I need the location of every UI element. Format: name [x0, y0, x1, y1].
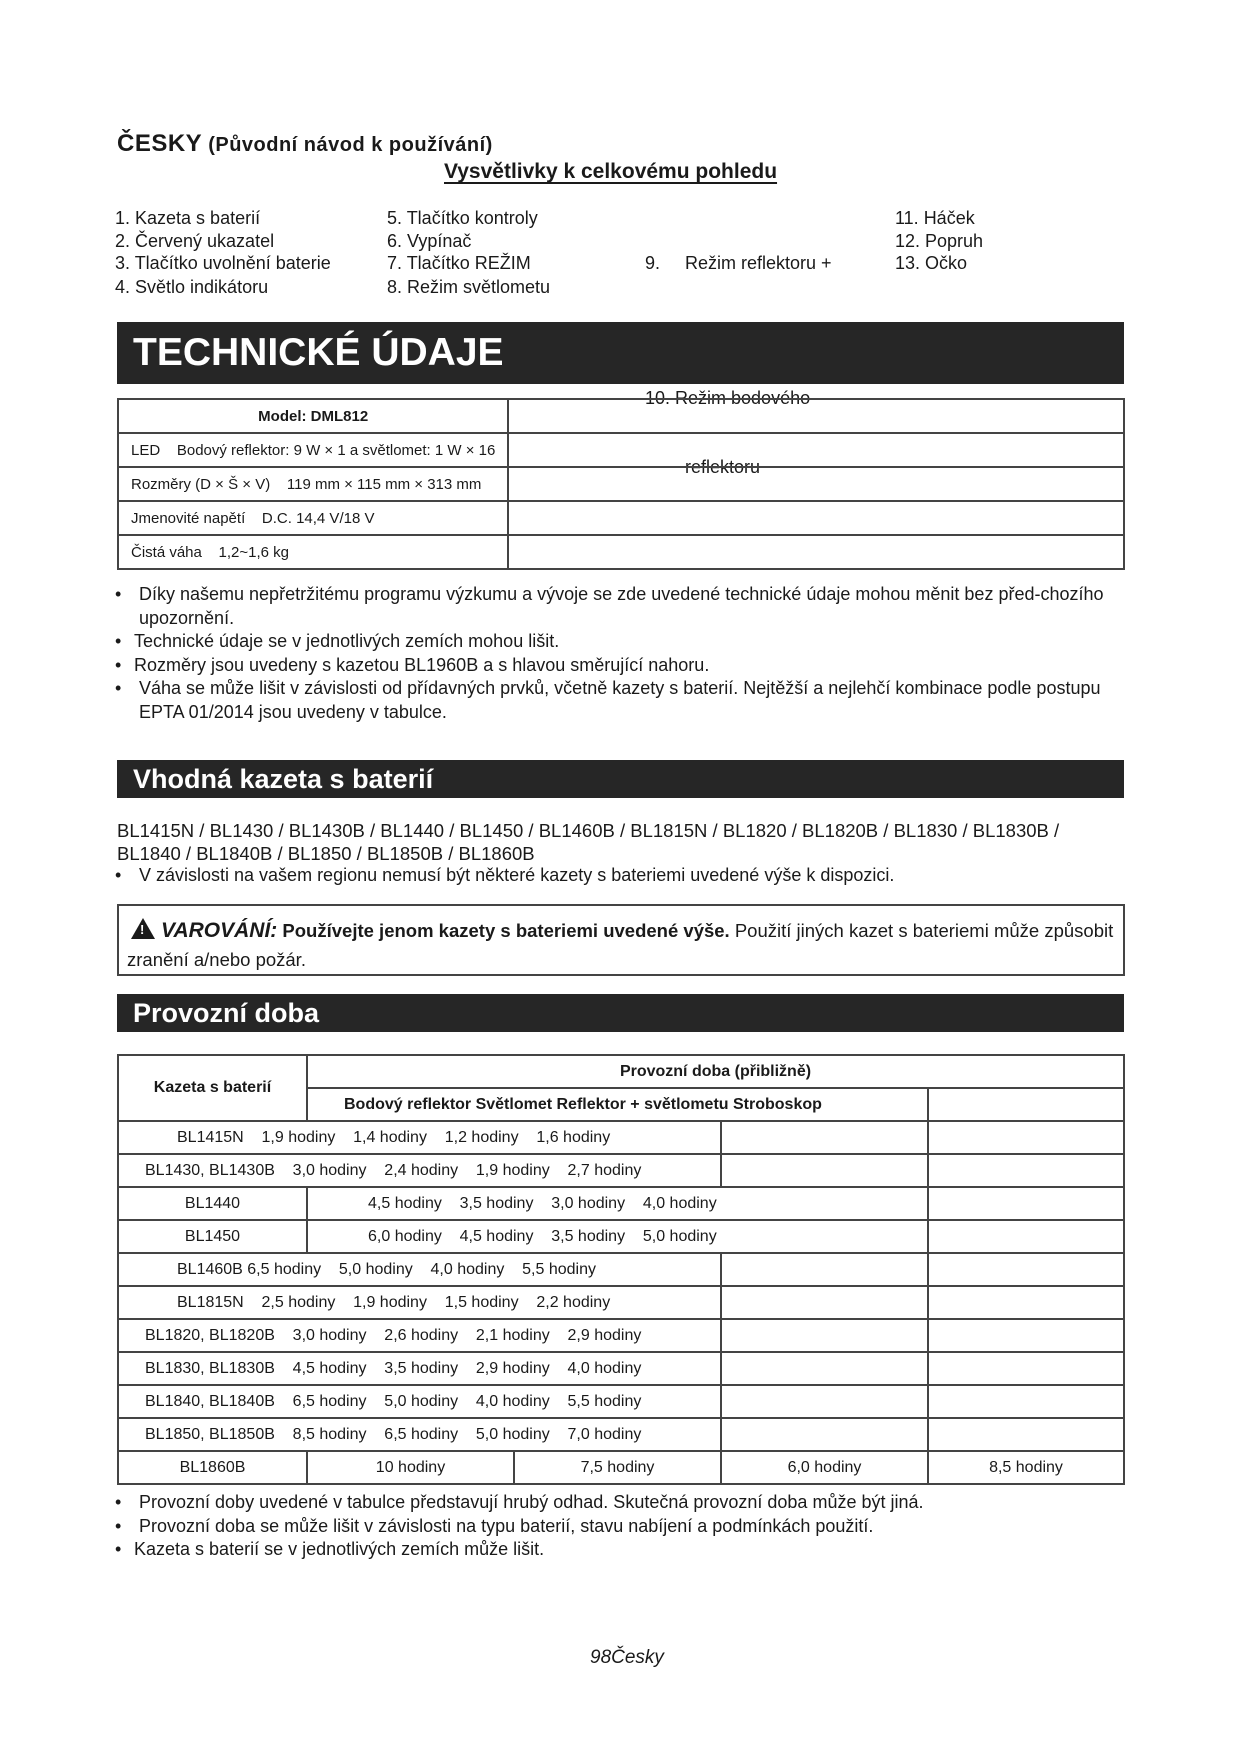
- part-item: 2. Červený ukazatel: [115, 230, 275, 251]
- empty-cell: [508, 433, 1124, 467]
- empty-cell: [928, 1220, 1124, 1253]
- part-item: 9. Režim reflektoru +: [645, 253, 832, 273]
- battery-notes: [115, 864, 1125, 888]
- battery-name: BL1450: [118, 1220, 307, 1253]
- model-cell: Model: DML812: [118, 399, 508, 433]
- runtime-row-text: BL1850, BL1850B 8,5 hodiny 6,5 hodiny 5,0 hodiny 7,0 hodiny: [118, 1418, 721, 1451]
- warning-text: Použití jiných kazet s bateriemi může způsobit zranění a/nebo požár.: [127, 920, 1114, 970]
- empty-cell: [928, 1187, 1124, 1220]
- language-subtitle: (Původní návod k používání): [208, 134, 493, 156]
- spec-text: Jmenovité napětí D.C. 14,4 V/18 V: [131, 509, 375, 527]
- runtime-row-text: BL1840, BL1840B 6,5 hodiny 5,0 hodiny 4,0 hodiny 5,5 hodiny: [118, 1385, 721, 1418]
- runtime-row-text: BL1830, BL1830B 4,5 hodiny 3,5 hodiny 2,9 hodiny 4,0 hodiny: [118, 1352, 721, 1385]
- note-item: • V závislosti na vašem regionu nemusí být některé kazety s bateriemi uvedené výše k dispozici.: [115, 864, 1125, 888]
- part-item: 5. Tlačítko kontroly: [387, 208, 538, 228]
- table-row: [118, 433, 1124, 467]
- empty-cell: [928, 1088, 1124, 1121]
- empty-cell: [508, 467, 1124, 501]
- parts-column-2: [387, 207, 550, 298]
- part-item: 8. Režim světlometu: [387, 276, 551, 297]
- table-row: [118, 467, 1124, 501]
- note-item: • Rozměry jsou uvedeny s kazetou BL1960B a s hlavou směrující nahoru.: [115, 654, 1125, 678]
- language-heading: [117, 130, 493, 158]
- battery-name: BL1440: [118, 1187, 307, 1220]
- header-battery: Kazeta s baterií: [118, 1055, 307, 1121]
- empty-cell: [928, 1319, 1124, 1352]
- runtime-section-title: Provozní doba: [117, 994, 1124, 1032]
- empty-cell: [721, 1286, 928, 1319]
- runtime-value: 8,5 hodiny: [928, 1451, 1124, 1484]
- battery-list: BL1415N / BL1430 / BL1430B / BL1440 / BL1450 / BL1460B / BL1815N / BL1820 / BL1820B / BL1830 / BL1830B / BL1840 / BL1840B / BL1850 / BL1850B / BL1860B: [117, 820, 1060, 864]
- runtime-value: 10 hodiny: [307, 1451, 514, 1484]
- table-row: [118, 501, 1124, 535]
- empty-cell: [928, 1121, 1124, 1154]
- table-row: [118, 1121, 1124, 1154]
- page-number: 98Česky: [590, 1647, 664, 1668]
- part-item: 3. Tlačítko uvolnění baterie: [115, 253, 331, 273]
- note-item: • Provozní doba se může lišit v závislosti na typu baterií, stavu nabíjení a podmínkách použití.: [115, 1515, 1125, 1539]
- runtime-value: 6,0 hodiny: [721, 1451, 928, 1484]
- part-item: 6. Vypínač: [387, 230, 472, 251]
- empty-cell: [721, 1253, 928, 1286]
- spec-table: [117, 398, 1125, 570]
- runtime-row-text: BL1460B 6,5 hodiny 5,0 hodiny 4,0 hodiny 5,5 hodiny: [118, 1253, 721, 1286]
- runtime-row-text: BL1430, BL1430B 3,0 hodiny 2,4 hodiny 1,9 hodiny 2,7 hodiny: [118, 1154, 721, 1187]
- part-item: 13. Očko: [895, 253, 968, 273]
- empty-cell: [928, 1385, 1124, 1418]
- runtime-row-text: BL1415N 1,9 hodiny 1,4 hodiny 1,2 hodiny 1,6 hodiny: [118, 1121, 721, 1154]
- table-row: [118, 535, 1124, 569]
- note-item: • Kazeta s baterií se v jednotlivých zemích může lišit.: [115, 1538, 1125, 1562]
- tech-section-title: TECHNICKÉ ÚDAJE: [117, 322, 1124, 384]
- table-row: [118, 399, 1124, 433]
- table-row: [118, 1385, 1124, 1418]
- empty-cell: [721, 1385, 928, 1418]
- table-row: [118, 1286, 1124, 1319]
- spec-dimensions: [118, 467, 508, 501]
- table-row: [118, 1451, 1124, 1484]
- empty-cell: [928, 1154, 1124, 1187]
- warning-bold-text: Používejte jenom kazety s bateriemi uvedené výše.: [282, 920, 730, 941]
- warning-label: VAROVÁNÍ:: [161, 919, 278, 942]
- runtime-values: 4,5 hodiny 3,5 hodiny 3,0 hodiny 4,0 hodiny: [307, 1187, 928, 1220]
- parts-column-4: [895, 207, 983, 275]
- empty-cell: [928, 1418, 1124, 1451]
- empty-cell: [508, 399, 1124, 433]
- table-row: [118, 1319, 1124, 1352]
- empty-cell: [928, 1286, 1124, 1319]
- part-item: 1. Kazeta s baterií: [115, 208, 261, 228]
- runtime-row-text: BL1815N 2,5 hodiny 1,9 hodiny 1,5 hodiny 2,2 hodiny: [118, 1286, 721, 1319]
- battery-section-title: Vhodná kazeta s baterií: [117, 760, 1124, 798]
- language-label: ČESKY: [117, 130, 203, 157]
- runtime-values: 6,0 hodiny 4,5 hodiny 3,5 hodiny 5,0 hodiny: [307, 1220, 928, 1253]
- empty-cell: [721, 1418, 928, 1451]
- spec-weight: [118, 535, 508, 569]
- note-item: • Provozní doby uvedené v tabulce představují hrubý odhad. Skutečná provozní doba může být jiná.: [115, 1491, 1125, 1515]
- empty-cell: [721, 1352, 928, 1385]
- empty-cell: [721, 1154, 928, 1187]
- table-row: [118, 1154, 1124, 1187]
- empty-cell: [508, 535, 1124, 569]
- parts-column-1: [115, 207, 331, 298]
- empty-cell: [508, 501, 1124, 535]
- table-row: [118, 1055, 1124, 1088]
- empty-cell: [928, 1352, 1124, 1385]
- note-item: • Technické údaje se v jednotlivých zemích mohou lišit.: [115, 630, 1125, 654]
- table-row: [118, 1220, 1124, 1253]
- header-modes: Bodový reflektor Světlomet Reflektor + světlometu Stroboskop: [307, 1088, 928, 1121]
- header-runtime-group: Provozní doba (přibližně): [307, 1055, 1124, 1088]
- warning-icon: [131, 918, 155, 939]
- tech-notes: [115, 583, 1125, 724]
- table-row: [118, 1352, 1124, 1385]
- runtime-value: 7,5 hodiny: [514, 1451, 721, 1484]
- table-row: [118, 1253, 1124, 1286]
- part-item: 11. Háček: [895, 208, 975, 228]
- empty-cell: [721, 1121, 928, 1154]
- part-item: 7. Tlačítko REŽIM: [387, 253, 531, 273]
- runtime-table: [117, 1054, 1125, 1485]
- table-row: [118, 1187, 1124, 1220]
- warning-box: [117, 904, 1125, 976]
- part-item: 4. Světlo indikátoru: [115, 276, 269, 297]
- battery-name: BL1860B: [118, 1451, 307, 1484]
- spec-text: LED Bodový reflektor: 9 W × 1 a světlomet: 1 W × 16: [131, 441, 496, 459]
- spec-voltage: [118, 501, 508, 535]
- empty-cell: [928, 1253, 1124, 1286]
- note-item: • Díky našemu nepřetržitému programu výzkumu a vývoje se zde uvedené technické údaje mohou měnit bez před-chozího upozornění.: [115, 583, 1125, 630]
- spec-led: [118, 433, 508, 467]
- table-row: [118, 1418, 1124, 1451]
- part-item: 12. Popruh: [895, 230, 984, 251]
- note-item: • Váha se může lišit v závislosti od přídavných prvků, včetně kazety s baterií. Nejtěžší a nejlehčí kombinace podle postupu EPTA 01/2014 jsou uvedeny v tabulce.: [115, 677, 1125, 724]
- empty-cell: [721, 1319, 928, 1352]
- spec-text: Čistá váha 1,2~1,6 kg: [131, 543, 290, 561]
- runtime-row-text: BL1820, BL1820B 3,0 hodiny 2,6 hodiny 2,1 hodiny 2,9 hodiny: [118, 1319, 721, 1352]
- spec-text: Rozměry (D × Š × V) 119 mm × 115 mm × 313 mm: [131, 475, 482, 493]
- part-item: 10. Režim bodového: [645, 388, 811, 408]
- runtime-notes: [115, 1491, 1125, 1562]
- part-item: reflektoru: [645, 456, 761, 477]
- overview-title: Vysvětlivky k celkovému pohledu: [444, 160, 778, 183]
